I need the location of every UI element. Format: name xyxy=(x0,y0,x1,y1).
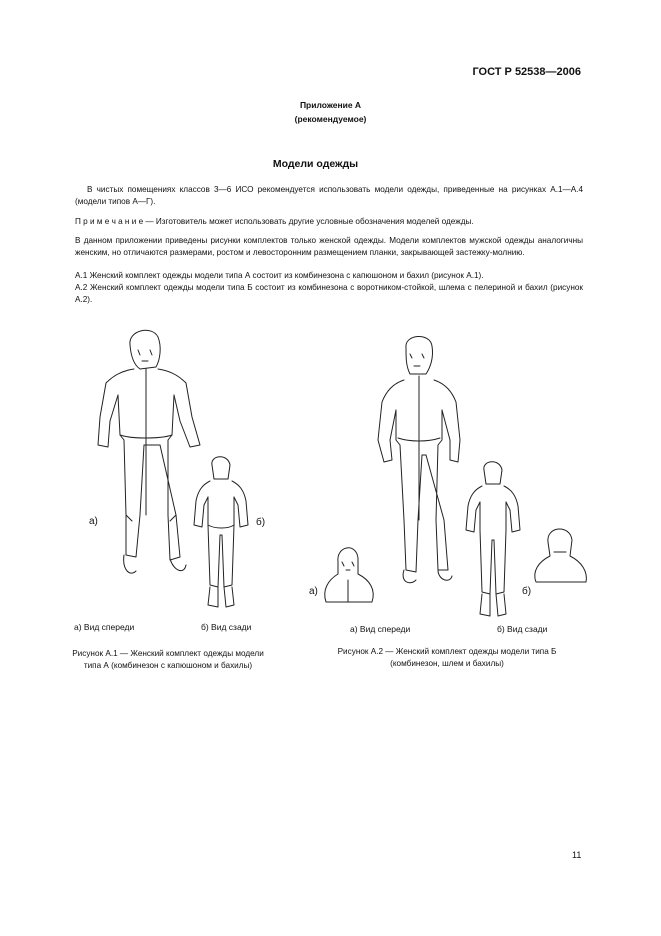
paragraph-1: В чистых помещениях классов 3—6 ИСО рекомендуется использовать модели одежды, приведенные на рисунках А.1—А.4 (модели типов А—Г). xyxy=(75,185,583,207)
figure-a2-front-label: а) Вид спереди xyxy=(350,624,411,634)
appendix-heading xyxy=(0,98,661,126)
figure-a2-marker-a: а) xyxy=(309,586,318,597)
figure-a1-marker-a: а) xyxy=(89,516,98,527)
figure-a1-marker-b: б) xyxy=(256,517,266,528)
note-paragraph: П р и м е ч а н и е — Изготовитель может использовать другие условные обозначения моделей одежды. xyxy=(75,217,474,226)
figure-a2-caption-line-2: (комбинезон, шлем и бахилы) xyxy=(390,659,504,668)
figure-a2-caption xyxy=(304,646,590,670)
figure-a1-back-label: б) Вид сзади xyxy=(201,622,252,632)
back-figure-type-a xyxy=(194,457,248,607)
figure-a1-caption xyxy=(48,648,288,672)
figure-a2-drawing xyxy=(300,330,590,620)
helmet-back-drawing xyxy=(535,529,587,582)
figure-a1-caption-line-2: типа А (комбинезон с капюшоном и бахилы) xyxy=(83,661,253,670)
front-figure-type-b xyxy=(378,336,460,582)
appendix-status: (рекомендуемое) xyxy=(294,114,367,124)
front-figure-type-a xyxy=(98,330,200,573)
figure-a2-caption-line-1: Рисунок А.2 — Женский комплект одежды модели типа Б xyxy=(337,647,557,656)
helmet-front-drawing xyxy=(325,548,373,602)
appendix-title: Приложение А xyxy=(299,100,362,110)
back-figure-type-b xyxy=(466,462,520,616)
figure-a1 xyxy=(60,325,300,625)
paragraph-a1: А.1 Женский комплект одежды модели типа А состоит из комбинезона с капюшоном и бахил (рисунок А.1). xyxy=(75,271,484,280)
section-title: Модели одежды xyxy=(272,158,359,170)
standard-number: ГОСТ Р 52538—2006 xyxy=(472,66,581,78)
paragraph-2: В данном приложении приведены рисунки комплектов только женской одежды. Модели комплектов мужской одежды аналогичны женским, но отличаются размерами, ростом и левосторонним размещением планки, закрывающей застежку-молнию. xyxy=(75,236,583,258)
figure-a1-caption-line-1: Рисунок А.1 — Женский комплект одежды модели xyxy=(72,649,264,658)
figure-a2-marker-b: б) xyxy=(522,586,532,597)
page-number: 11 xyxy=(572,850,582,860)
paragraph-a2: А.2 Женский комплект одежды модели типа Б состоит из комбинезона с воротником-стойкой, шлема с пелериной и бахил (рисунок А.2). xyxy=(75,283,583,305)
figure-a1-drawing xyxy=(60,325,300,625)
figure-a2 xyxy=(300,330,590,620)
figure-a2-back-label: б) Вид сзади xyxy=(497,624,548,634)
figure-a1-front-label: а) Вид спереди xyxy=(74,622,135,632)
